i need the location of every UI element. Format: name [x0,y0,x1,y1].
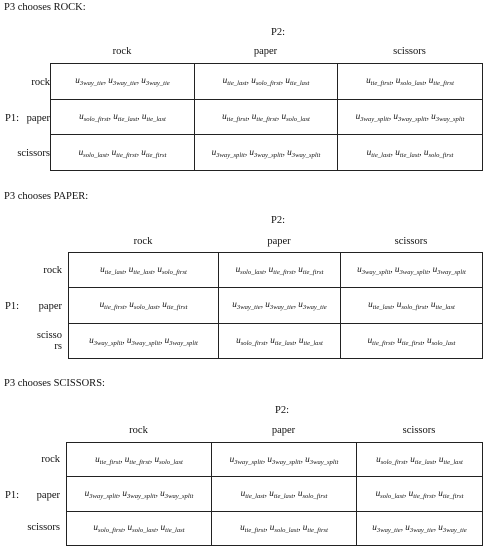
payoff-table [50,63,483,171]
payoff-cell: $u_{tie\_first}$, $u_{solo\_last}$, $u_{tie\_first}$ [212,511,357,545]
utility-subscript: tie_first [104,304,125,312]
payoff-cell: $u_{3way\_tie}$, $u_{3way\_tie}$, $u_{3way\_tie}$ [51,64,195,100]
utility-term: $u_{3way\_split}$ [357,264,391,277]
utility-term: $u_{solo\_first}$ [297,487,328,500]
utility-term: $u_{3way\_split}$ [355,110,389,123]
utility-term: $u_{tie\_first}$ [240,522,266,535]
row-label-scissors: scisso rs [36,330,62,352]
payoff-cell: $u_{solo\_first}$, $u_{tie\_last}$, $u_{tie\_last}$ [51,99,195,135]
utility-subscript: solo_first [98,527,123,535]
utility-term: $u_{tie\_first}$ [302,522,328,535]
section-heading: P3 chooses SCISSORS: [4,378,105,389]
utility-subscript: 3way_split [361,269,391,277]
utility-subscript: 3way_split [127,492,156,500]
utility-subscript: 3way_tie [376,527,401,535]
utility-subscript: tie_first [273,269,294,277]
utility-subscript: tie_first [116,151,137,159]
utility-subscript: tie_last [399,151,420,159]
utility-term: $u_{tie\_last}$ [368,299,393,312]
utility-term: $u_{solo\_last}$ [395,75,425,88]
utility-subscript: 3way_tie [269,304,294,312]
utility-subscript: tie_last [133,269,153,277]
utility-subscript: 3way_split [272,458,301,466]
utility-subscript: 3way_split [234,458,263,466]
utility-subscript: 3way_split [254,151,283,159]
utility-term: $u_{tie\_last}$ [285,75,310,88]
p2-label: P2: [271,215,286,226]
utility-term: $u_{tie\_first}$ [222,110,248,123]
row-label-paper: paper [26,113,50,124]
utility-term: $u_{3way\_split}$ [305,453,339,466]
column-header-rock: rock [129,425,148,436]
utility-term: $u_{solo\_last}$ [269,522,299,535]
utility-term: $u_{3way\_tie}$ [438,522,467,535]
utility-term: $u_{3way\_tie}$ [232,299,261,312]
payoff-cell: $u_{solo\_last}$, $u_{tie\_first}$, $u_{tie\_first}$ [51,135,195,171]
utility-subscript: tie_last [245,492,265,500]
utility-subscript: solo_last [83,151,107,159]
utility-subscript: tie_last [146,115,166,123]
utility-term: $u_{3way\_split}$ [394,264,429,277]
utility-term: $u_{3way\_split}$ [89,334,123,347]
utility-term: $u_{solo\_last}$ [129,299,158,312]
payoff-cell: $u_{tie\_first}$, $u_{solo\_last}$, $u_{tie\_first}$ [69,288,219,323]
utility-subscript: tie_last [117,115,138,123]
utility-term: $u_{tie\_last}$ [113,110,138,123]
utility-subscript: solo_last [132,527,156,535]
utility-subscript: tie_last [274,339,295,347]
payoff-cell: $u_{tie\_last}$, $u_{tie\_last}$, $u_{solo\_first}$ [212,477,357,511]
payoff-cell: $u_{solo\_last}$, $u_{tie\_first}$, $u_{tie\_first}$ [219,253,341,288]
utility-subscript: solo_first [428,151,454,159]
utility-term: $u_{solo\_last}$ [375,487,404,500]
utility-subscript: tie_last [165,527,185,535]
row-label-scissors: scissors [27,522,60,533]
payoff-cell: $u_{3way\_split}$, $u_{3way\_split}$, $u_{3way\_split}$ [341,253,483,288]
utility-subscript: 3way_tie [145,80,170,88]
utility-term: $u_{3way\_tie}$ [298,299,327,312]
utility-term: $u_{solo\_first}$ [93,522,123,535]
utility-subscript: tie_first [256,115,277,123]
utility-term: $u_{3way\_split}$ [267,453,301,466]
utility-subscript: tie_first [370,80,392,88]
utility-term: $u_{3way\_split}$ [164,334,198,347]
utility-term: $u_{tie\_first}$ [428,75,454,88]
utility-subscript: 3way_split [216,151,245,159]
utility-subscript: tie_last [303,339,323,347]
utility-subscript: solo_last [380,492,404,500]
utility-term: $u_{3way\_tie}$ [265,299,294,312]
payoff-cell: $u_{tie\_first}$, $u_{tie\_first}$, $u_{solo\_last}$ [195,99,338,135]
utility-subscript: 3way_split [93,339,123,347]
utility-subscript: solo_first [83,115,109,123]
utility-subscript: 3way_split [437,269,466,277]
payoff-cell: $u_{tie\_first}$, $u_{solo\_last}$, $u_{tie\_first}$ [338,64,483,100]
utility-subscript: tie_first [99,458,121,466]
table-row [69,323,483,358]
utility-term: $u_{solo\_last}$ [235,264,264,277]
payoff-cell: $u_{solo\_first}$, $u_{solo\_last}$, $u_{tie\_last}$ [67,511,212,545]
utility-subscript: 3way_split [291,151,321,159]
utility-term: $u_{solo\_last}$ [78,146,107,159]
utility-term: $u_{tie\_first}$ [124,453,150,466]
utility-term: $u_{3way\_tie}$ [405,522,434,535]
utility-subscript: tie_last [289,80,310,88]
utility-term: $u_{solo\_first}$ [376,453,406,466]
utility-subscript: solo_first [302,492,328,500]
utility-term: $u_{3way\_split}$ [229,453,263,466]
utility-term: $u_{3way\_split}$ [160,487,194,500]
utility-subscript: tie_first [166,304,188,312]
utility-subscript: 3way_split [360,115,389,123]
utility-subscript: solo_first [380,458,406,466]
table-row [67,511,483,545]
utility-term: $u_{tie\_first}$ [366,75,392,88]
utility-term: $u_{tie\_last}$ [269,487,294,500]
utility-subscript: 3way_split [309,458,339,466]
utility-term: $u_{tie\_last}$ [438,453,463,466]
utility-subscript: tie_first [442,492,464,500]
utility-term: $u_{tie\_last}$ [128,264,153,277]
utility-term: $u_{tie\_last}$ [366,146,391,159]
utility-term: $u_{3way\_split}$ [287,146,321,159]
section-heading: P3 chooses PAPER: [4,191,89,202]
row-label-paper: paper [36,490,60,501]
utility-term: $u_{3way\_tie}$ [372,522,401,535]
utility-term: $u_{tie\_last}$ [100,264,125,277]
payoff-table [66,442,483,546]
utility-term: $u_{3way\_split}$ [126,334,161,347]
payoff-table [68,252,483,359]
utility-subscript: tie_first [413,492,434,500]
utility-subscript: tie_last [104,269,125,277]
payoff-cell: $u_{tie\_first}$, $u_{tie\_first}$, $u_{solo\_last}$ [341,323,483,358]
table-row [67,477,483,511]
row-label-rock: rock [43,265,62,276]
payoff-cell: $u_{3way\_split}$, $u_{3way\_split}$, $u_{3way\_split}$ [212,443,357,477]
utility-term: $u_{3way\_split}$ [431,110,465,123]
utility-subscript: 3way_tie [442,527,467,535]
payoff-cell: $u_{tie\_first}$, $u_{tie\_first}$, $u_{solo\_last}$ [67,443,212,477]
section-paper [0,185,487,370]
utility-term: $u_{tie\_last}$ [395,146,420,159]
utility-term: $u_{3way\_split}$ [432,264,466,277]
utility-subscript: tie_first [307,527,328,535]
utility-term: $u_{tie\_first}$ [251,110,277,123]
utility-subscript: solo_last [431,339,456,347]
utility-subscript: 3way_tie [79,80,104,88]
p1-label: P1: [5,490,20,501]
utility-subscript: 3way_split [435,115,465,123]
utility-term: $u_{tie\_first}$ [162,299,188,312]
utility-term: $u_{tie\_last}$ [270,334,295,347]
utility-term: $u_{tie\_first}$ [99,299,125,312]
utility-term: $u_{tie\_last}$ [141,110,166,123]
utility-subscript: tie_first [401,339,423,347]
utility-term: $u_{solo\_first}$ [236,334,266,347]
utility-term: $u_{tie\_first}$ [111,146,137,159]
table-row [69,288,483,323]
utility-term: $u_{3way\_tie}$ [75,75,104,88]
utility-term: $u_{solo\_last}$ [281,110,310,123]
utility-term: $u_{tie\_last}$ [222,75,247,88]
p1-label: P1: [5,113,20,124]
utility-term: $u_{tie\_first}$ [438,487,464,500]
utility-subscript: solo_last [240,269,264,277]
utility-term: $u_{solo\_last}$ [127,522,156,535]
utility-subscript: solo_last [274,527,299,535]
payoff-cell: $u_{solo\_first}$, $u_{tie\_last}$, $u_{tie\_last}$ [219,323,341,358]
utility-subscript: tie_first [129,458,150,466]
payoff-cell: $u_{3way\_split}$, $u_{3way\_split}$, $u_{3way\_split}$ [195,135,338,171]
utility-term: $u_{tie\_first}$ [95,453,121,466]
utility-subscript: tie_last [227,80,247,88]
utility-term: $u_{tie\_last}$ [298,334,323,347]
utility-subscript: solo_first [161,269,187,277]
p1-label: P1: [5,301,20,312]
utility-subscript: solo_last [133,304,158,312]
column-header-paper: paper [267,236,291,247]
column-header-paper: paper [271,425,296,436]
utility-subscript: tie_last [443,458,463,466]
utility-subscript: tie_first [145,151,167,159]
utility-subscript: 3way_split [164,492,194,500]
column-header-rock: rock [133,236,153,247]
utility-term: $u_{3way\_split}$ [84,487,118,500]
utility-subscript: tie_last [371,151,391,159]
utility-term: $u_{tie\_first}$ [298,264,324,277]
payoff-cell: $u_{solo\_first}$, $u_{tie\_last}$, $u_{tie\_last}$ [357,443,483,477]
utility-subscript: solo_last [400,80,425,88]
utility-subscript: 3way_split [398,115,427,123]
utility-subscript: tie_last [273,492,294,500]
utility-subscript: solo_last [286,115,310,123]
utility-subscript: tie_first [433,80,454,88]
column-header-rock: rock [112,46,132,57]
utility-subscript: solo_last [159,458,183,466]
utility-term: $u_{tie\_first}$ [408,487,434,500]
payoff-cell: $u_{tie\_last}$, $u_{solo\_first}$, $u_{tie\_last}$ [341,288,483,323]
payoff-cell: $u_{solo\_last}$, $u_{tie\_first}$, $u_{tie\_first}$ [357,477,483,511]
utility-subscript: 3way_tie [112,80,137,88]
utility-subscript: tie_last [414,458,435,466]
utility-term: $u_{3way\_split}$ [393,110,427,123]
row-label-paper: paper [38,301,62,312]
table-row [51,135,483,171]
payoff-cell: $u_{3way\_split}$, $u_{3way\_split}$, $u_{3way\_split}$ [338,99,483,135]
utility-subscript: 3way_tie [302,304,327,312]
utility-subscript: 3way_tie [236,304,261,312]
table-row [67,443,483,477]
column-header-scissors: scissors [394,236,428,247]
utility-subscript: tie_last [372,304,393,312]
utility-term: $u_{tie\_last}$ [430,299,455,312]
section-heading: P3 chooses ROCK: [4,2,86,13]
utility-term: $u_{tie\_first}$ [141,146,167,159]
utility-subscript: 3way_tie [409,527,434,535]
payoff-cell: $u_{3way\_split}$, $u_{3way\_split}$, $u_{3way\_split}$ [69,323,219,358]
payoff-cell: $u_{tie\_last}$, $u_{solo\_first}$, $u_{tie\_last}$ [195,64,338,100]
utility-term: $u_{3way\_tie}$ [141,75,170,88]
payoff-cell: $u_{tie\_last}$, $u_{tie\_last}$, $u_{solo\_first}$ [69,253,219,288]
p2-label: P2: [271,27,286,38]
section-scissors [0,370,487,550]
utility-subscript: solo_first [240,339,266,347]
utility-subscript: solo_first [255,80,281,88]
utility-term: $u_{solo\_first}$ [251,75,281,88]
utility-term: $u_{tie\_first}$ [268,264,294,277]
utility-subscript: 3way_split [131,339,161,347]
row-label-rock: rock [31,77,50,88]
utility-term: $u_{solo\_last}$ [154,453,183,466]
table-row [69,253,483,288]
row-label-rock: rock [41,454,60,465]
utility-subscript: 3way_split [169,339,198,347]
row-label-scissors: scissors [17,148,50,159]
column-header-scissors: scissors [393,46,426,57]
utility-subscript: tie_last [435,304,455,312]
utility-term: $u_{solo\_first}$ [79,110,109,123]
utility-subscript: solo_first [401,304,427,312]
table-row [51,64,483,100]
utility-subscript: 3way_split [89,492,118,500]
utility-term: $u_{3way\_split}$ [249,146,283,159]
utility-term: $u_{3way\_split}$ [122,487,156,500]
utility-term: $u_{3way\_split}$ [211,146,245,159]
utility-term: $u_{tie\_first}$ [397,334,423,347]
utility-term: $u_{solo\_first}$ [396,299,427,312]
payoff-cell: $u_{3way\_split}$, $u_{3way\_split}$, $u_{3way\_split}$ [67,477,212,511]
section-rock [0,0,487,185]
utility-term: $u_{3way\_tie}$ [108,75,137,88]
column-header-paper: paper [253,46,278,57]
payoff-cell: $u_{3way\_tie}$, $u_{3way\_tie}$, $u_{3way\_tie}$ [357,511,483,545]
utility-subscript: tie_first [226,115,248,123]
utility-subscript: 3way_split [399,269,429,277]
payoff-cell: $u_{3way\_tie}$, $u_{3way\_tie}$, $u_{3way\_tie}$ [219,288,341,323]
utility-term: $u_{tie\_first}$ [367,334,393,347]
utility-subscript: tie_first [302,269,324,277]
utility-term: $u_{tie\_last}$ [240,487,265,500]
utility-subscript: tie_first [244,527,266,535]
p2-label: P2: [275,405,290,416]
table-row [51,99,483,135]
payoff-cell: $u_{tie\_last}$, $u_{tie\_last}$, $u_{solo\_first}$ [338,135,483,171]
utility-term: $u_{solo\_first}$ [423,146,454,159]
utility-term: $u_{solo\_first}$ [157,264,187,277]
utility-term: $u_{solo\_last}$ [426,334,456,347]
utility-term: $u_{tie\_last}$ [160,522,185,535]
utility-term: $u_{tie\_last}$ [410,453,435,466]
column-header-scissors: scissors [402,425,436,436]
utility-subscript: tie_first [372,339,393,347]
